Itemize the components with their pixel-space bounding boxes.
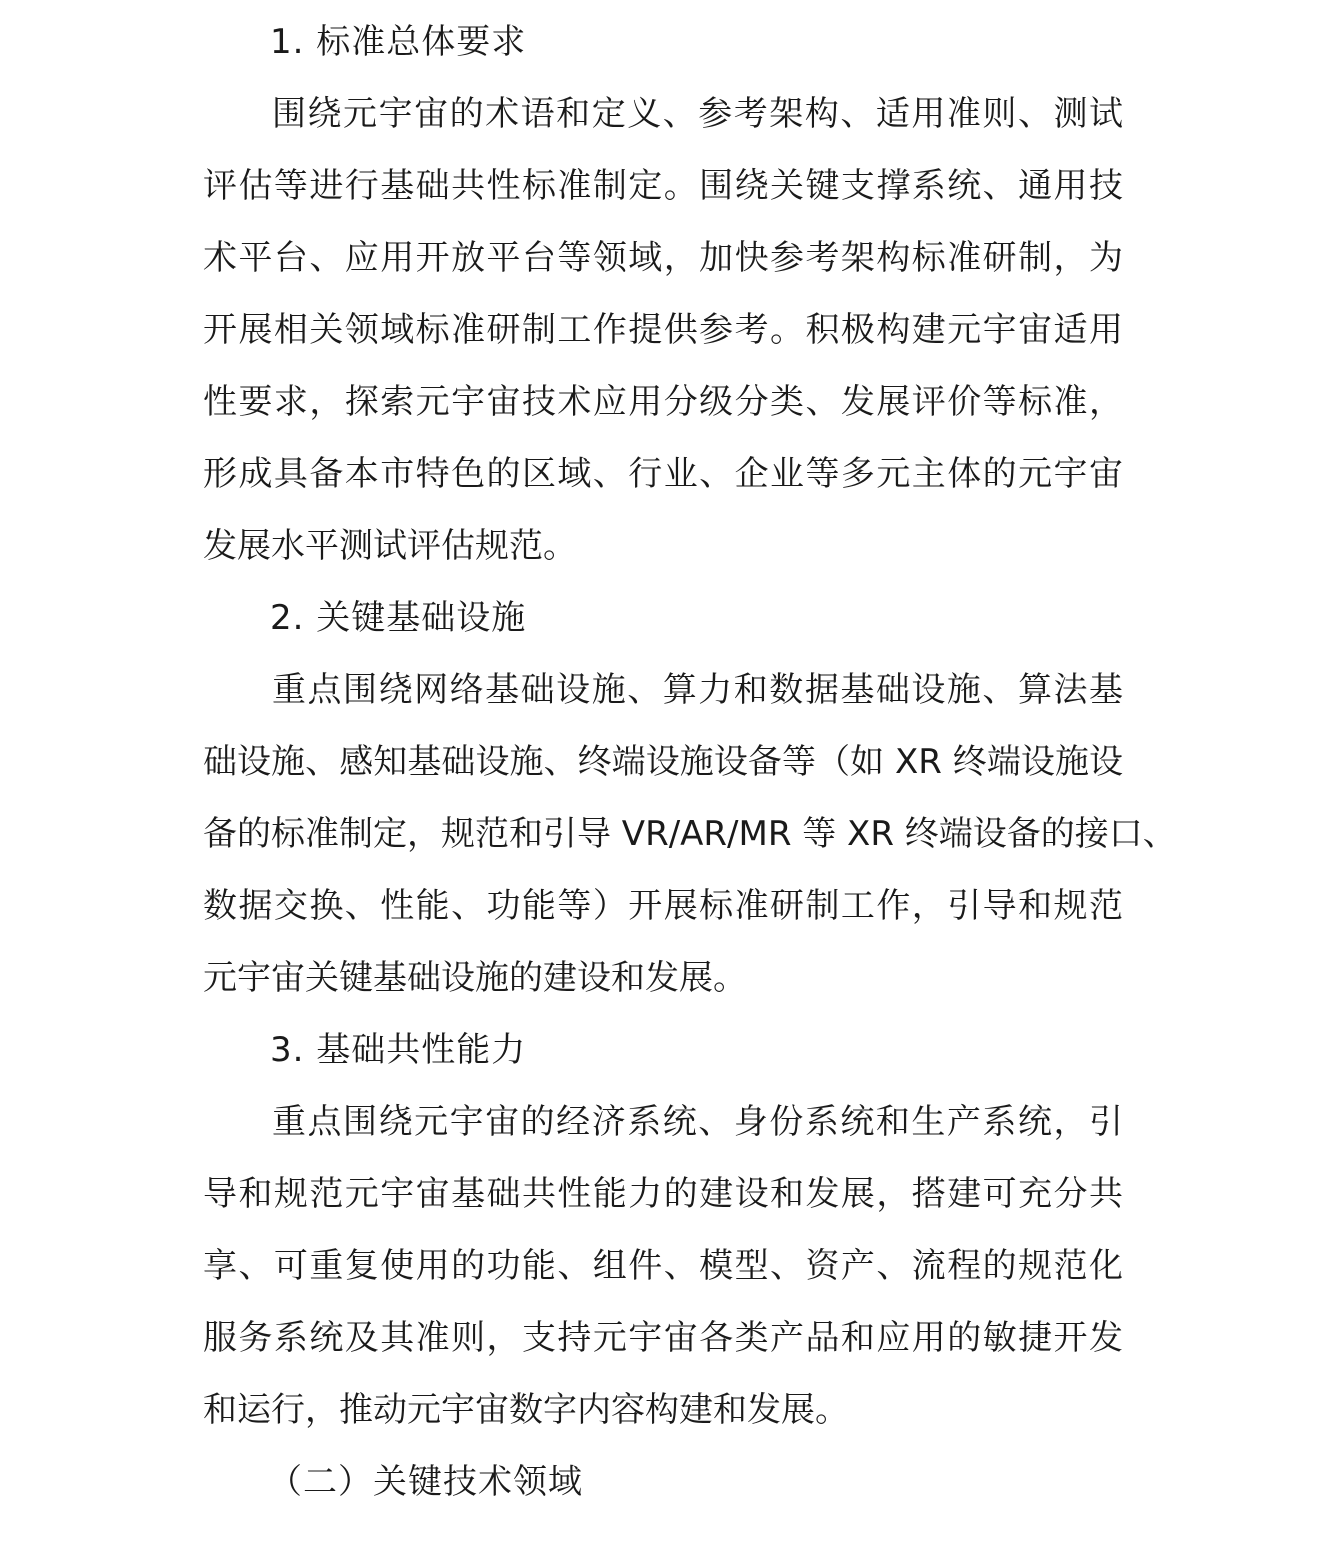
paragraph-line: 重点围绕元宇宙的经济系统、身份系统和生产系统，引 xyxy=(272,1102,1123,1142)
section-heading-1: 1. 标准总体要求 xyxy=(270,22,527,62)
paragraph-line: 开展相关领域标准研制工作提供参考。积极构建元宇宙适用 xyxy=(203,310,1123,350)
subsection-heading: （二）关键技术领域 xyxy=(268,1462,583,1502)
paragraph-line: 重点围绕网络基础设施、算力和数据基础设施、算法基 xyxy=(272,670,1123,710)
paragraph-line: 术平台、应用开放平台等领域，加快参考架构标准研制，为 xyxy=(203,238,1123,278)
section-heading-3: 3. 基础共性能力 xyxy=(270,1030,527,1070)
paragraph-line: 形成具备本市特色的区域、行业、企业等多元主体的元宇宙 xyxy=(203,454,1123,494)
paragraph-line: 数据交换、性能、功能等）开展标准研制工作，引导和规范 xyxy=(203,886,1123,926)
paragraph-line: 元宇宙关键基础设施的建设和发展。 xyxy=(203,958,747,998)
paragraph-line: 和运行，推动元宇宙数字内容构建和发展。 xyxy=(203,1390,849,1430)
section-heading-2: 2. 关键基础设施 xyxy=(270,598,527,638)
paragraph-line: 性要求，探索元宇宙技术应用分级分类、发展评价等标准， xyxy=(203,382,1123,422)
paragraph-line: 导和规范元宇宙基础共性能力的建设和发展，搭建可充分共 xyxy=(203,1174,1123,1214)
paragraph-line: 发展水平测试评估规范。 xyxy=(203,526,577,566)
paragraph-line: 评估等进行基础共性标准制定。围绕关键支撑系统、通用技 xyxy=(203,166,1123,206)
paragraph-line: 备的标准制定，规范和引导 VR/AR/MR 等 XR 终端设备的接口、 xyxy=(203,814,1177,854)
paragraph-line: 享、可重复使用的功能、组件、模型、资产、流程的规范化 xyxy=(203,1246,1123,1286)
paragraph-line: 服务系统及其准则，支持元宇宙各类产品和应用的敏捷开发 xyxy=(203,1318,1123,1358)
paragraph-line: 础设施、感知基础设施、终端设施设备等（如 XR 终端设施设 xyxy=(203,742,1123,782)
paragraph-line: 围绕元宇宙的术语和定义、参考架构、适用准则、测试 xyxy=(272,94,1123,134)
